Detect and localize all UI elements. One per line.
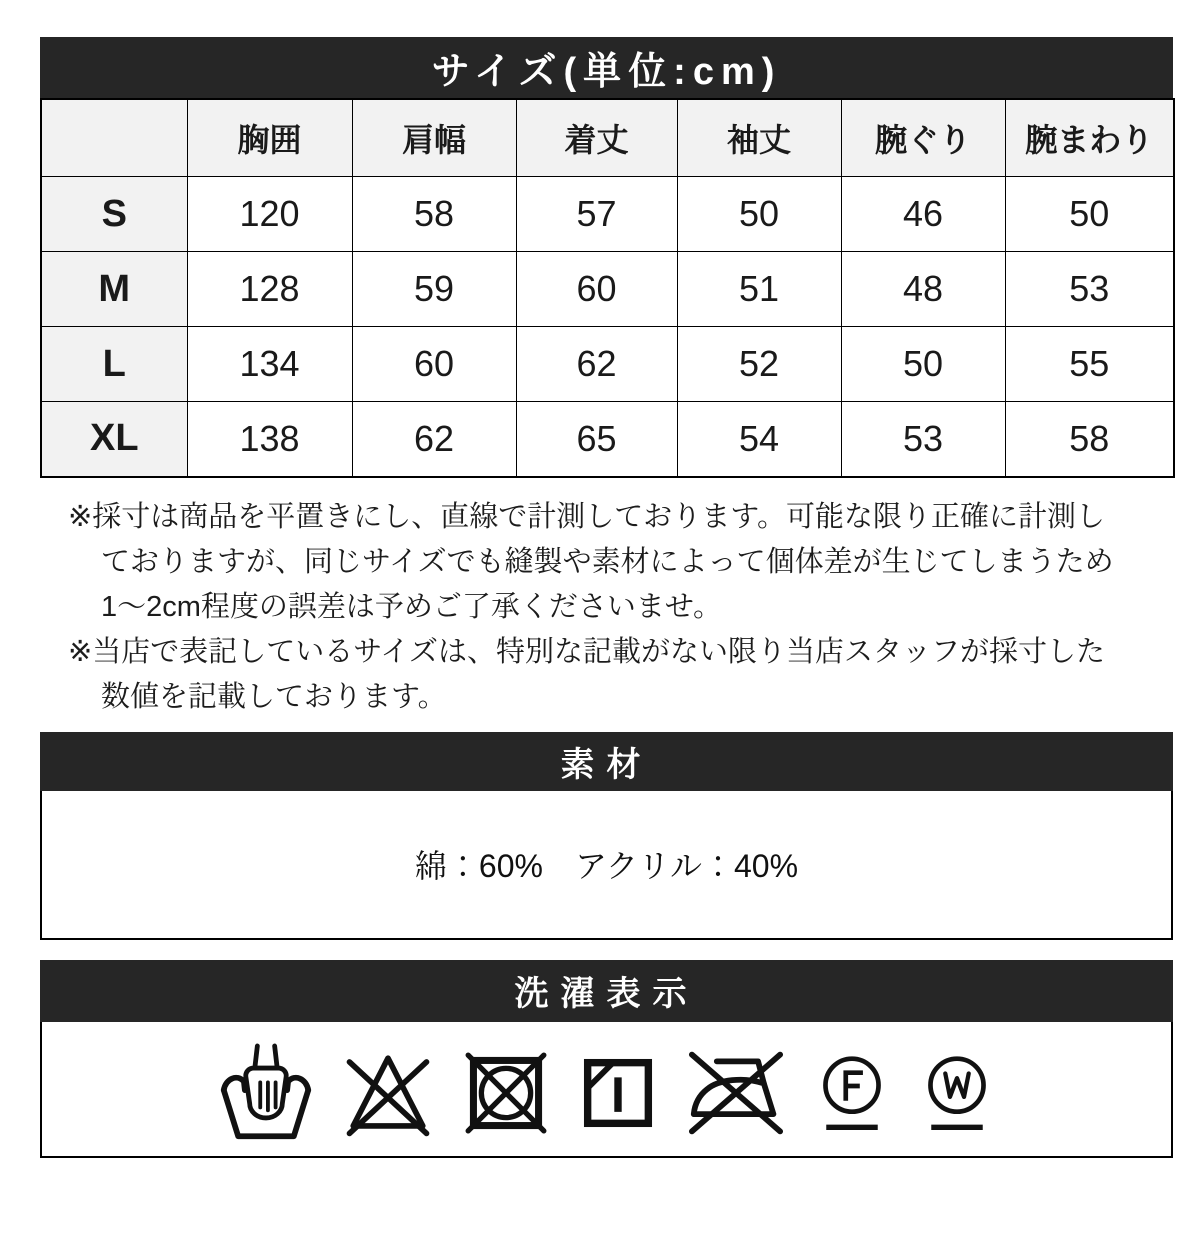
cell-value: 138 (187, 402, 352, 477)
cell-value: 59 (352, 252, 516, 327)
cell-value: 57 (516, 177, 677, 252)
cell-value: 53 (841, 402, 1005, 477)
cell-value: 51 (677, 252, 841, 327)
note-line: ておりますが、同じサイズでも縫製や素材によって個体差が生じてしまうため (101, 545, 1114, 578)
wet-clean-W-gentle-icon (918, 1042, 996, 1144)
note-line: 数値を記載しております。 (101, 680, 447, 713)
cell-value: 62 (352, 402, 516, 477)
cell-value: 50 (1005, 177, 1174, 252)
cell-value: 53 (1005, 252, 1174, 327)
column-header-arm-circumference: 腕まわり (1005, 99, 1174, 177)
column-header-chest: 胸囲 (187, 99, 352, 177)
note-measurement-accuracy (68, 495, 1173, 630)
size-label: L (41, 327, 187, 402)
line-dry-in-shade-icon (577, 1047, 659, 1139)
cell-value: 52 (677, 327, 841, 402)
table-row-xl (41, 402, 1174, 477)
cell-value: 54 (677, 402, 841, 477)
material-composition: 綿：60% アクリル：40% (414, 848, 799, 884)
hand-wash-icon (218, 1040, 314, 1146)
wash-care-section (40, 960, 1173, 1158)
table-row-m (41, 252, 1174, 327)
size-label: M (41, 252, 187, 327)
note-staff-measured (68, 630, 1173, 720)
material-title-bar (40, 732, 1173, 791)
do-not-iron-icon (686, 1045, 786, 1141)
material-section (40, 732, 1173, 940)
cell-value: 60 (516, 252, 677, 327)
dry-clean-F-gentle-icon (813, 1042, 891, 1144)
column-header-length: 着丈 (516, 99, 677, 177)
size-table (40, 98, 1175, 478)
note-line: ※採寸は商品を平置きにし、直線で計測しております。可能な限り正確に計測し (68, 500, 1105, 533)
cell-value: 55 (1005, 327, 1174, 402)
size-section (40, 37, 1173, 478)
cell-value: 60 (352, 327, 516, 402)
note-line: ※当店で表記しているサイズは、特別な記載がない限り当店スタッフが採寸した (68, 635, 1105, 668)
product-spec-sheet (40, 37, 1173, 1158)
cell-value: 120 (187, 177, 352, 252)
wash-care-title-bar (40, 960, 1173, 1022)
cell-value: 62 (516, 327, 677, 402)
cell-value: 65 (516, 402, 677, 477)
cell-value: 50 (677, 177, 841, 252)
wash-care-symbols (40, 1022, 1173, 1158)
table-row-l (41, 327, 1174, 402)
size-table-title: サイズ(単位:cm) (431, 51, 782, 93)
size-label: S (41, 177, 187, 252)
cell-value: 50 (841, 327, 1005, 402)
size-table-title-bar (40, 37, 1173, 98)
size-table-header-row (41, 99, 1174, 177)
size-label: XL (41, 402, 187, 477)
cell-value: 128 (187, 252, 352, 327)
material-box (40, 791, 1173, 940)
corner-cell (41, 99, 187, 177)
cell-value: 48 (841, 252, 1005, 327)
do-not-tumble-dry-icon (462, 1045, 550, 1141)
column-header-armhole: 腕ぐり (841, 99, 1005, 177)
cell-value: 46 (841, 177, 1005, 252)
measurement-notes (40, 495, 1173, 720)
cell-value: 58 (352, 177, 516, 252)
column-header-sleeve: 袖丈 (677, 99, 841, 177)
cell-value: 134 (187, 327, 352, 402)
cell-value: 58 (1005, 402, 1174, 477)
column-header-shoulder: 肩幅 (352, 99, 516, 177)
table-row-s (41, 177, 1174, 252)
note-line: 1〜2cm程度の誤差は予めご了承くださいませ。 (101, 590, 723, 623)
wash-care-title: 洗濯表示 (514, 975, 699, 1013)
do-not-bleach-icon (341, 1043, 435, 1143)
material-title: 素材 (560, 745, 653, 784)
